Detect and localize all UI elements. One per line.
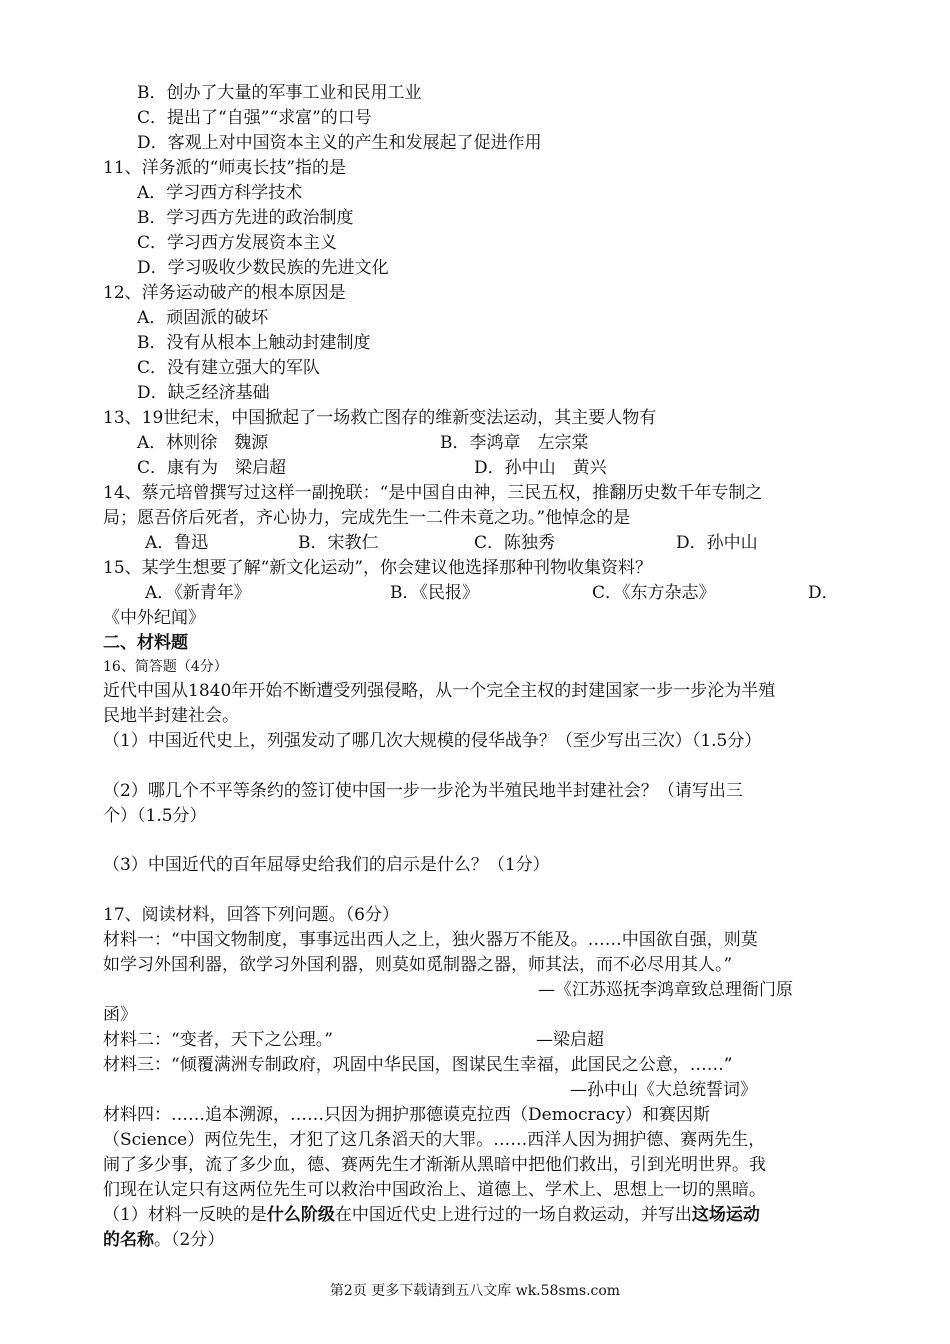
q13-option-c: C．康有为 梁启超 (137, 458, 287, 478)
q14-stem-line2: 局；愿吾侪后死者，齐心协力，完成先生一二件未竟之功。”他悼念的是 (103, 508, 631, 528)
q16-sub3: （3）中国近代的百年屈辱史给我们的启示是什么？（1分） (103, 855, 550, 875)
q17-sub1-points: 。（2分） (154, 1230, 225, 1250)
q14-option-a: A．鲁迅 (145, 533, 209, 553)
q17-sub1-line2 (103, 1228, 224, 1252)
q11-option-a: A．学习西方科学技术 (137, 183, 303, 203)
q17-sub1-line1 (103, 1203, 760, 1227)
q17-material2: 材料二：“变者，天下之公理。” (103, 1030, 333, 1050)
q14-stem-line1: 14、蔡元培曾撰写过这样一副挽联：“是中国自由神，三民五权，推翻历史数千年专制之 (103, 483, 763, 503)
q12-option-a: A．顽固派的破坏 (137, 308, 269, 328)
q17-sub1-emphasis-name: 的名称 (103, 1230, 154, 1250)
q11-option-c: C．学习西方发展资本主义 (137, 233, 338, 253)
q17-material1-line1: 材料一：“中国文物制度，事事远出西人之上，独火器万不能及。……中国欲自强，则莫 (103, 930, 758, 950)
q15-option-d-label: D． (808, 583, 839, 603)
q12-option-d: D．缺乏经济基础 (137, 383, 270, 403)
q17-sub1-text-a: （1）材料一反映的是 (103, 1205, 267, 1225)
q17-material3: 材料三：“倾覆满洲专制政府，巩固中华民国，图谋民生幸福，此国民之公意，……” (103, 1055, 733, 1075)
q16-header: 16、简答题（4分） (103, 659, 228, 675)
q11-option-d: D．学习吸收少数民族的先进文化 (137, 258, 389, 278)
q13-stem: 13、19世纪末，中国掀起了一场救亡图存的维新变法运动，其主要人物有 (103, 408, 657, 428)
q17-material3-source: —孙中山《大总统誓词》 (570, 1080, 757, 1100)
q10-option-d: D．客观上对中国资本主义的产生和发展起了促进作用 (137, 133, 542, 153)
q17-material4-line3: 闹了多少事，流了多少血，德、赛两先生才渐渐从黑暗中把他们救出，引到光明世界。我 (103, 1155, 766, 1175)
q15-option-b: B．《民报》 (390, 583, 479, 603)
q15-option-a: A．《新青年》 (145, 583, 251, 603)
q10-option-c: C．提出了“自强”“求富”的口号 (137, 108, 372, 128)
q16-sub2-line2: 个）（1.5分） (103, 806, 207, 826)
q17-sub1-emphasis-class: 什么阶级 (266, 1205, 335, 1225)
q17-material4-line2: （Science）两位先生，才犯了这几条滔天的大罪。……西洋人因为拥护德、赛两先生， (103, 1130, 766, 1150)
q17-material4-line4: 们现在认定只有这两位先生可以救治中国政治上、道德上、学术上、思想上一切的黑暗。 (103, 1180, 766, 1200)
q17-material1-line2: 如学习外国利器，欲学习外国利器，则莫如觅制器之器，师其法，而不必尽用其人。” (103, 955, 733, 975)
q16-sub1: （1）中国近代史上，列强发动了哪几次大规模的侵华战争？（至少写出三次）（1.5分） (103, 731, 762, 751)
q17-sub1-text-c: 在中国近代史上进行过的一场自救运动，并写出 (334, 1205, 692, 1225)
q17-material1-source-cont: 函》 (103, 1005, 137, 1025)
q13-option-a: A．林则徐 魏源 (137, 433, 269, 453)
q11-option-b: B．学习西方先进的政治制度 (137, 208, 354, 228)
page-footer: 第2页 更多下载请到五八文库 wk.58sms.com (329, 1283, 621, 1299)
q17-material1-source: —《江苏巡抚李鸿章致总理衙门原 (538, 980, 793, 1000)
q12-option-c: C．没有建立强大的军队 (137, 358, 321, 378)
q16-intro-line2: 民地半封建社会。 (103, 706, 239, 726)
q15-option-d-text: 《中外纪闻》 (103, 608, 205, 628)
q12-stem: 12、洋务运动破产的根本原因是 (103, 283, 346, 303)
section-title: 二、材料题 (103, 633, 188, 653)
q12-option-b: B．没有从根本上触动封建制度 (137, 333, 371, 353)
q14-option-b: B．宋教仁 (298, 533, 379, 553)
q14-option-c: C．陈独秀 (474, 533, 556, 553)
q17-sub1-emphasis-movement: 这场运动 (691, 1205, 760, 1225)
q10-option-b: B．创办了大量的军事工业和民用工业 (137, 83, 422, 103)
q14-option-d: D．孙中山 (676, 533, 758, 553)
q13-option-d: D．孙中山 黄兴 (474, 458, 607, 478)
q16-intro-line1: 近代中国从1840年开始不断遭受列强侵略，从一个完全主权的封建国家一步一步沦为半殖 (103, 681, 776, 701)
q17-material4-line1: 材料四：……追本溯源，……只因为拥护那德谟克拉西（Democracy）和赛因斯 (103, 1105, 710, 1125)
q17-stem: 17、阅读材料，回答下列问题。（6分） (103, 905, 399, 925)
q15-option-c: C．《东方杂志》 (592, 583, 716, 603)
q17-material2-source: —梁启超 (536, 1030, 604, 1050)
q15-stem: 15、某学生想要了解“新文化运动”，你会建议他选择那种刊物收集资料？ (103, 558, 653, 578)
q11-stem: 11、洋务派的“师夷长技”指的是 (103, 158, 347, 178)
q16-sub2-line1: （2）哪几个不平等条约的签订使中国一步一步沦为半殖民地半封建社会？（请写出三 (103, 781, 743, 801)
q13-option-b: B．李鸿章 左宗棠 (440, 433, 589, 453)
